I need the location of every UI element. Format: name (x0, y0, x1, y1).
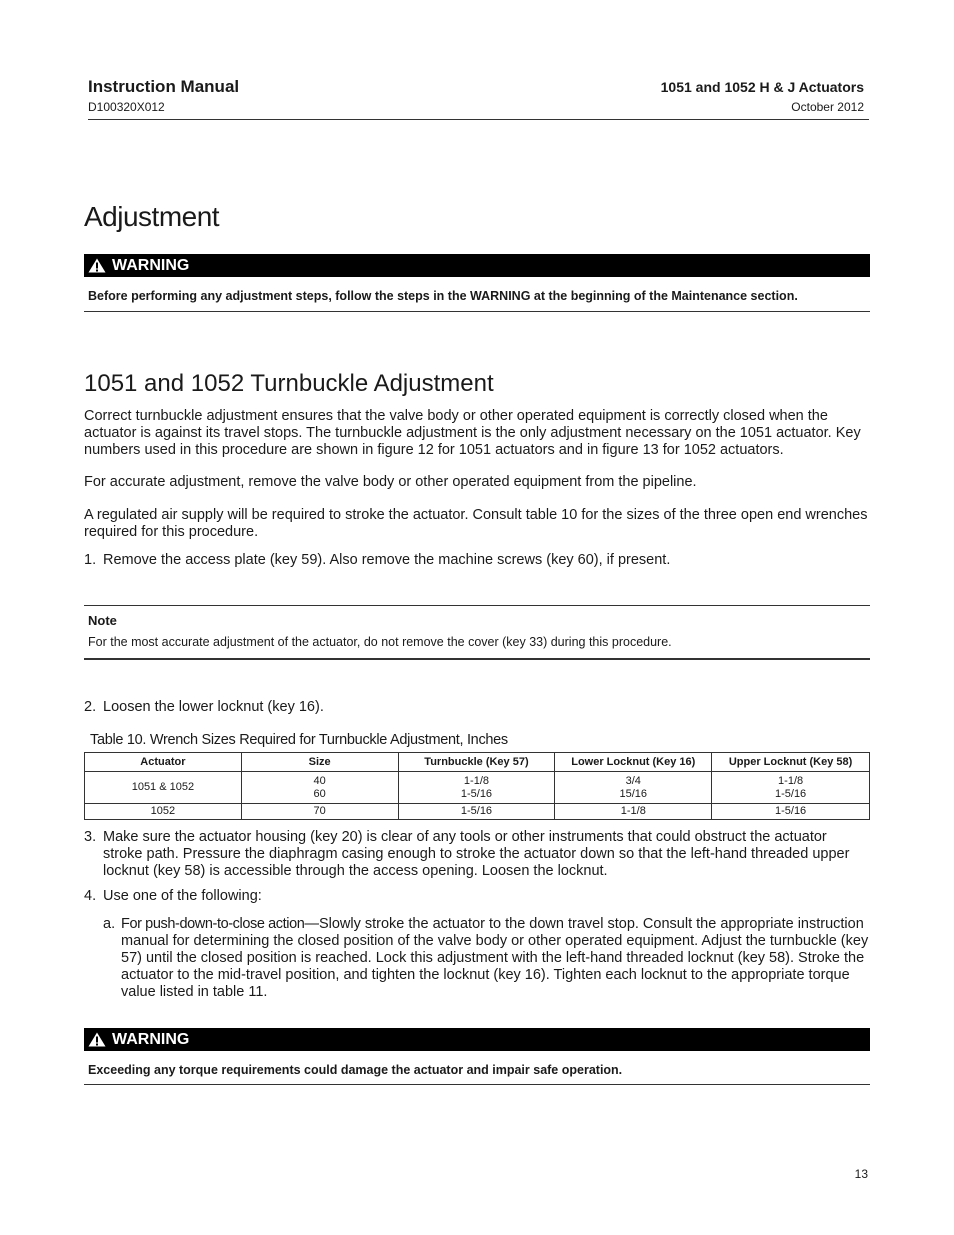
substep-item (103, 916, 870, 1001)
warning-text: Before performing any adjustment steps, follow the steps in the WARNING at the beginning of the Maintenance section. (88, 289, 798, 303)
substep-lead: For push-down-to-close action (121, 916, 305, 932)
note-label: Note (88, 613, 117, 628)
table-row (85, 804, 870, 820)
note-rule-top (84, 605, 870, 606)
step-item (84, 829, 870, 880)
table-cell: 3/4 15/16 (555, 772, 712, 804)
product-title: 1051 and 1052 H & J Actuators (660, 79, 864, 95)
substep-letter: a. (103, 916, 116, 932)
table-header: Actuator (85, 753, 242, 772)
warning-triangle-icon (88, 258, 106, 273)
note-text: For the most accurate adjustment of the actuator, do not remove the cover (key 33) during this procedure. (88, 635, 672, 649)
page-number: 13 (854, 1167, 868, 1181)
warning-label: WARNING (112, 256, 190, 274)
paragraph: For accurate adjustment, remove the valve body or other operated equipment from the pipeline. (84, 474, 697, 490)
warning-text: Exceeding any torque requirements could damage the actuator and impair safe operation. (88, 1063, 623, 1077)
table-title: Table 10. Wrench Sizes Required for Turnbuckle Adjustment, Inches (90, 732, 508, 748)
warning-rule (84, 1084, 870, 1085)
warning-label: WARNING (112, 1030, 190, 1048)
wrench-size-table (84, 752, 870, 820)
table-cell: 1051 & 1052 (85, 772, 242, 804)
table-header: Turnbuckle (Key 57) (398, 753, 555, 772)
warning-banner (84, 254, 870, 277)
publication-date: October 2012 (791, 100, 864, 114)
step-number: 2. (84, 699, 97, 715)
warning-rule (84, 311, 870, 312)
table-header: Size (241, 753, 398, 772)
table-header: Lower Locknut (Key 16) (555, 753, 712, 772)
page-heading: Adjustment (84, 201, 220, 232)
table-row (85, 772, 870, 804)
step-text: Use one of the following: (103, 888, 262, 904)
step-number: 1. (84, 552, 97, 568)
step-number: 3. (84, 829, 97, 845)
step-text: Make sure the actuator housing (key 20) is clear of any tools or other instruments that could obstruct the actuator stroke path. Pressure the diaphragm casing enough to stroke the actuator down so that the left-hand threaded upper locknut (key 58) is accessible through the access opening. Loosen the locknut. (103, 829, 850, 879)
header-rule (88, 119, 869, 120)
document-number: D100320X012 (88, 100, 165, 114)
table-cell: 1-5/16 (712, 804, 870, 820)
warning-triangle-icon (88, 1032, 106, 1047)
section-title: 1051 and 1052 Turnbuckle Adjustment (84, 370, 494, 397)
substep-body: —Slowly stroke the actuator to the down travel stop. Consult the appropriate instruction manual for determining the closed position of the valve body or other operated equipment. Adjust the turnbuckle (key 57) until the closed position is reached. Lock this adjustment with the left-hand threaded locknut (key 58). Stroke the actuator to the mid-travel position, and tighten the locknut (key 16). Tighten each locknut to the appropriate torque value listed in table 11. (121, 916, 869, 1000)
manual-type: Instruction Manual (88, 77, 240, 96)
step-text: Loosen the lower locknut (key 16). (103, 699, 324, 715)
table-header-row (85, 753, 870, 772)
table-cell: 40 60 (241, 772, 398, 804)
paragraph: Correct turnbuckle adjustment ensures that the valve body or other operated equipment is correctly closed when the actuator is against its travel stops. The turnbuckle adjustment is the only adjustment necessary on the 1051 actuator. Key numbers used in this procedure are shown in figure 12 for 1051 actuators and in figure 13 for 1052 actuators. (84, 408, 861, 458)
step-item (84, 699, 870, 716)
substep-text (121, 916, 870, 1001)
table-cell: 1-1/8 1-5/16 (712, 772, 870, 804)
step-item (84, 552, 870, 569)
step-number: 4. (84, 888, 97, 904)
step-text: Remove the access plate (key 59). Also remove the machine screws (key 60), if present. (103, 552, 671, 568)
table-cell: 1052 (85, 804, 242, 820)
table-cell: 70 (241, 804, 398, 820)
warning-banner (84, 1028, 870, 1051)
note-rule-bottom (84, 658, 870, 660)
table-cell: 1-1/8 1-5/16 (398, 772, 555, 804)
paragraph: A regulated air supply will be required to stroke the actuator. Consult table 10 for the sizes of the three open end wrenches required for this procedure. (84, 507, 868, 540)
step-item (84, 888, 870, 905)
table-cell: 1-5/16 (398, 804, 555, 820)
table-cell: 1-1/8 (555, 804, 712, 820)
table-header: Upper Locknut (Key 58) (712, 753, 870, 772)
